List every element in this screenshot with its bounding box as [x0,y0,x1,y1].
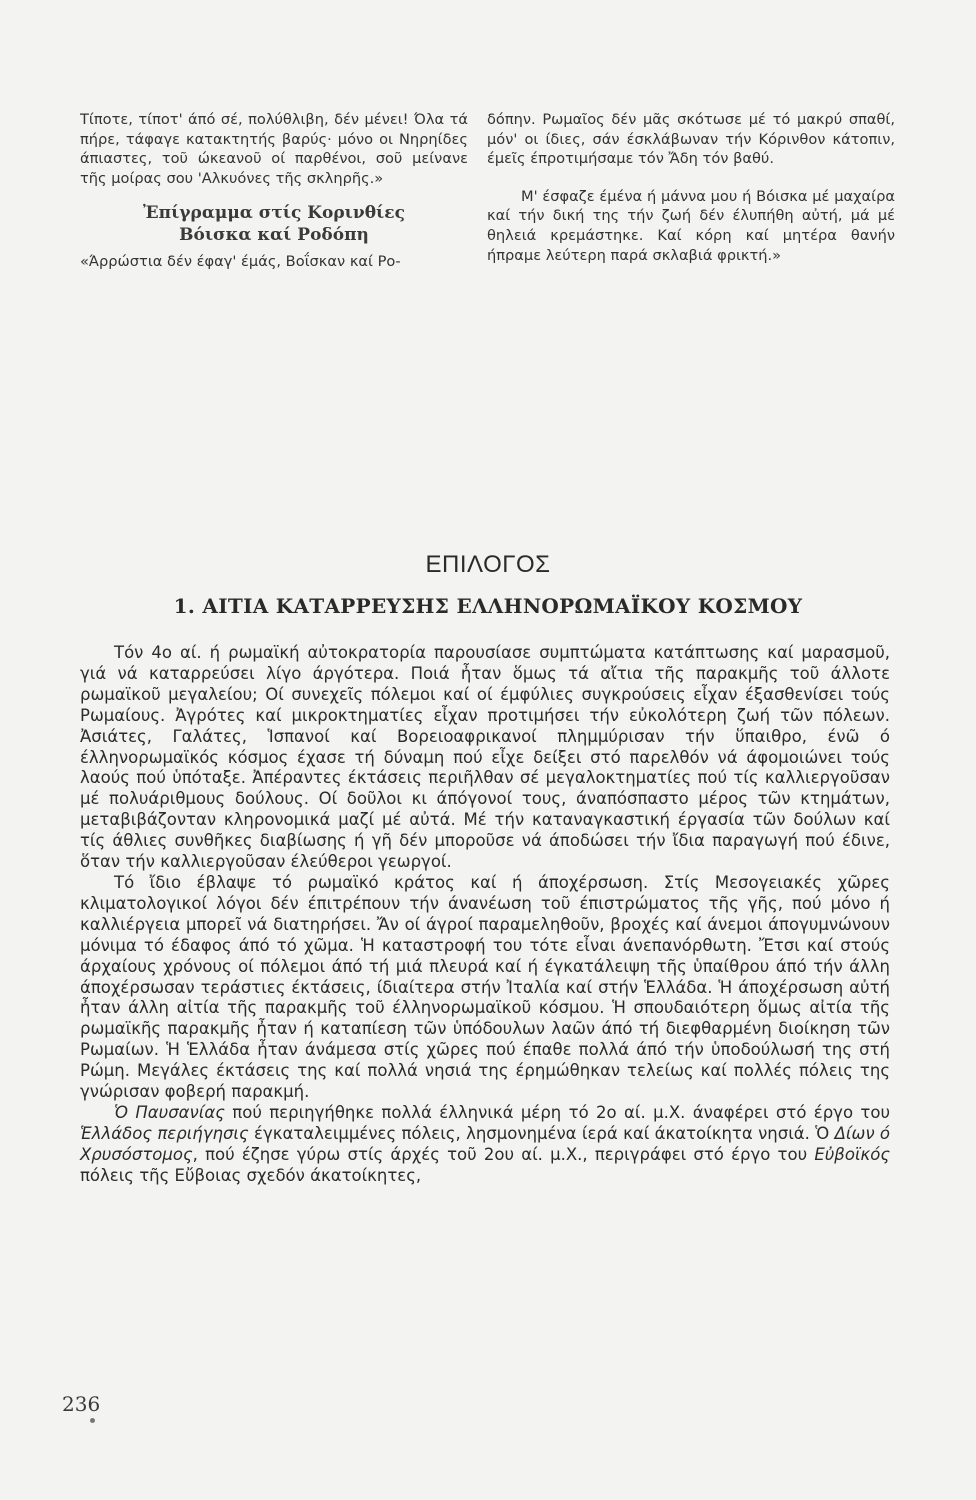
epigram-start: «Άρρώστια δέν έφαγ' έμάς, Βοΐσκαν καί Ρο- [80,253,401,271]
epigram-continuation: δόπην. Ρωμαῖος δέν μᾶς σκότωσε μέ τό μακρύ σπαθί, μόν' οι ίδιες, σάν έσκλάβωναν τήν Κόρινθον κάτοπιν, έμεῖς έπροτιμήσαμε τόν Ἄδη τόν βαθύ. [487,111,895,168]
body-paragraph-2: Τό ἴδιο έβλαψε τό ρωμαϊκό κράτος καί ή άποχέρσωση. Στίς Μεσογειακές χῶρες κλιματολογικοί λόγοι δέν έπιτρέπουν τήν άνανέωση τοῦ έπιστρώματος τῆς γῆς, πού μόνο ή καλλιέργεια μπορεῖ νά διατηρήσει. Ἄν οί άγροί παραμεληθοῦν, βροχές καί άνεμοι άπογυμνώνουν μόνιμα τό έδαφος άπό τό χῶμα. Ἡ καταστροφή του τότε εἶναι άνεπανόρθωτη. Ἔτσι καί στούς άρχαίους χρόνους οί πόλεμοι άπό τή μιά πλευρά καί ή έγκατάλειψη τῆς ὑπαίθρου άπό τήν άλλη άποχέρσωσαν τεράστιες έκτάσεις, ίδιαίτερα στήν Ἰταλία καί στήν Ἑλλάδα. Ἡ άποχέρσωση αὐτή ἦταν άλλη αἰτία τῆς παρακμῆς τοῦ έλληνορωμαϊκοῦ κόσμου. Ἡ σπουδαιότερη ὅμως αἰτία τῆς ρωμαϊκῆς παρακμῆς ἦταν ή καταπίεση τῶν ὑπόδουλων λαῶν άπό τή διεφθαρμένη διοίκηση τῶν Ρωμαίων. Ἡ Ἑλλάδα ἦταν άνάμεσα στίς χῶρες πού έπαθε πολλά άπό τήν ὑποδούλωσή της στή Ρώμη. Μεγάλες έκτάσεις της καί πολλά νησιά της έρημώθηκαν τελείως καί πολλές πόλεις της γνώρισαν φοβερή παρακμή. [80,872,890,1102]
main-body [80,643,890,1187]
left-column [80,110,468,272]
poem-ending: Τίποτε, τίποτ' άπό σέ, πολύθλιβη, δέν μένει! Όλα τά πήρε, τάφαγε κατακτητής βαρύς· μόνο οι Νηρηίδες άπιαστες, τοῦ ώκεανοῦ οί παρθένοι, σοῦ μείνανε τῆς μοίρας σου 'Αλκυόνες τῆς σκληρῆς.» [80,111,468,187]
epigram-title [80,202,468,246]
body-paragraph-1: Τόν 4ο αί. ή ρωμαϊκή αὐτοκρατορία παρουσίασε συμπτώματα κατάπτωσης καί μαρασμοῦ, γιά νά καταρρεύσει λίγο άργότερα. Ποιά ἦταν ὅμως τά αἴτια τῆς παρακμῆς τοῦ άλλοτε ρωμαϊκοῦ μεγαλείου; Οί συνεχεῖς πόλεμοι καί οί έμφύλιες συγκρούσεις εἶχαν έξασθενίσει τούς Ρωμαίους. Ἀγρότες καί μικροκτηματίες εἶχαν προτιμήσει τήν εὐκολότερη ζωή τῶν πόλεων. Ἀσιάτες, Γαλάτες, Ἱσπανοί καί Βορειοαφρικανοί πλημμύρισαν τήν ὕπαιθρο, ένῶ ό έλληνορωμαϊκός κόσμος έχασε τή δύναμη πού εἶχε δείξει στό παρελθόν νά άφομοιώνει τούς λαούς πού ὑπόταξε. Ἀπέραντες έκτάσεις περιῆλθαν σέ μεγαλοκτηματίες πού τίς καλλιεργοῦσαν μέ πολυάριθμους δούλους. Οί δοῦλοι κι άπόγονοί τους, άναπόσπαστο μέρος τῶν κτημάτων, μεταβιβάζονταν κληρονομικά μαζί μέ αὐτά. Μέ τήν καταναγκαστική έργασία τῶν δούλων καί τίς άθλιες συνθῆκες διαβίωσης ή γῆ δέν μποροῦσε νά άποδώσει τήν ἴδια παραγωγή πού έδινε, ὅταν τήν καλλιεργοῦσαν έλεύθεροι γεωργοί. [80,643,890,872]
body-paragraph-3 [80,1103,890,1187]
page-number: 236 [62,1392,101,1416]
author-dion: Δίων ό Χρυσόστομος [80,1123,890,1164]
epigram-title-line2: Βόισκα καί Ροδόπη [179,225,369,246]
ink-dot-mark [90,1418,95,1423]
author-pausanias: Ὁ Παυσανίας [114,1102,225,1122]
epigram-title-line1: Ἐπίγραμμα στίς Κορινθίες [143,203,405,224]
paragraph-3-segment-4: πόλεις τῆς Εὔβοιας σχεδόν άκατοίκητες, [80,1165,422,1185]
paragraph-3-segment-1: πού περιηγήθηκε πολλά έλληνικά μέρη τό 2ο αί. μ.Χ. άναφέρει στό έργο του [224,1102,891,1122]
work-title-euboikos: Εὐβοϊκός [814,1144,890,1164]
section-heading: ΕΠΙΛΟΓΟΣ [425,551,551,578]
section-subheading: 1. ΑΙΤΙΑ ΚΑΤΑΡΡΕΥΣΗΣ ΕΛΛΗΝΟΡΩΜΑΪΚΟΥ ΚΟΣΜΟΥ [173,594,803,618]
epigram-second-paragraph: Μ' έσφαζε έμένα ή μάννα μου ή Βόισκα μέ μαχαίρα καί τήν δική της τήν ζωή δέν έλυπήθη αὐτή, μά μέ θηλειά κρεμάστηκε. Καί κόρη καί μητέρα θανήν ήπραμε λεύτερη παρά σκλαβιά φρικτή.» [487,187,895,264]
right-column [487,110,895,265]
paragraph-3-segment-3: , πού έζησε γύρω στίς άρχές τοῦ 2ου αί. μ.Χ., περιγράφει στό έργο του [192,1144,815,1164]
paragraph-3-segment-2: έγκαταλειμμένες πόλεις, λησμονημένα ίερά καί άκατοίκητα νησιά. Ὁ [248,1123,835,1143]
work-title-periegesis: Ἑλλάδος περιήγησις [80,1123,249,1143]
